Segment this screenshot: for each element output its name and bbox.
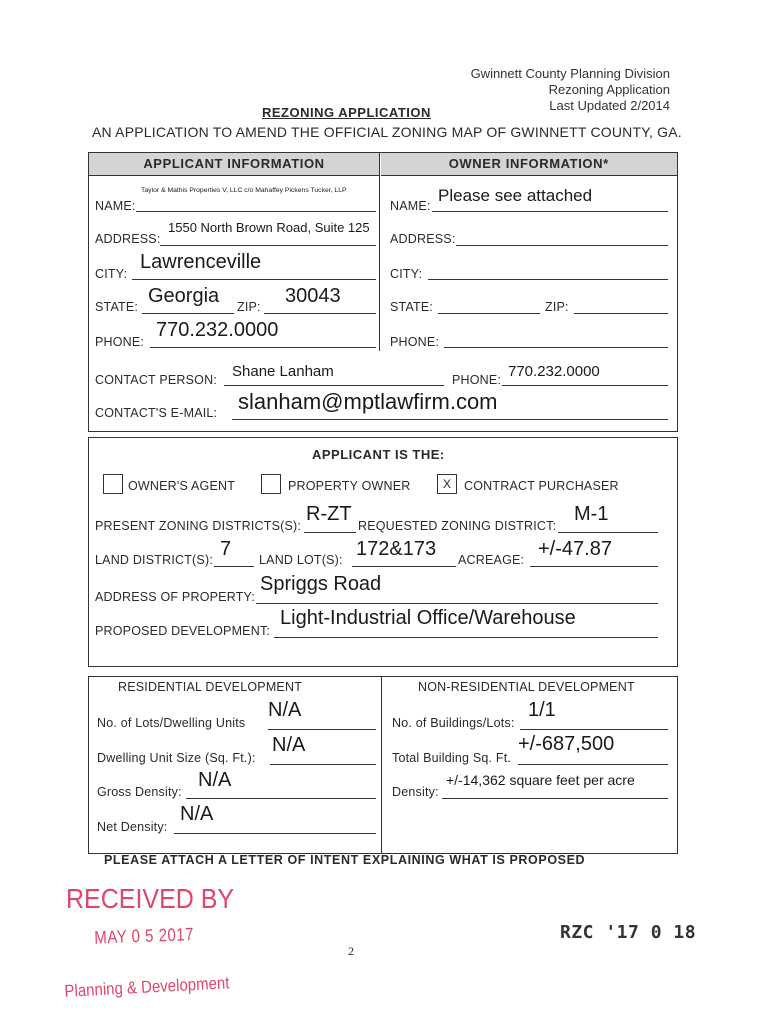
contact-person-field[interactable] [224,385,444,386]
applicant-phone-value: 770.232.0000 [156,319,279,341]
applicant-phone-label: PHONE: [95,335,145,349]
form-subtitle: AN APPLICATION TO AMEND THE OFFICIAL ZONING MAP OF GWINNETT COUNTY, GA. [92,124,682,140]
building-sqft-label: Total Building Sq. Ft. [392,751,512,765]
density-field[interactable] [442,798,668,799]
owner-phone-field[interactable] [444,347,668,348]
requested-zoning-label: REQUESTED ZONING DISTRICT: [358,519,557,533]
case-number: RZC '17 0 18 [560,922,697,943]
applicant-zip-label: ZIP: [237,300,261,314]
owner-phone-label: PHONE: [390,335,440,349]
form-title: REZONING APPLICATION [262,105,431,120]
applicant-address-field[interactable] [160,245,376,246]
unit-size-field[interactable] [270,764,376,765]
lots-units-value: N/A [268,699,302,721]
contact-person-label: CONTACT PERSON: [95,373,217,387]
lots-units-label: No. of Lots/Dwelling Units [97,716,246,730]
land-lot-label: LAND LOT(S): [259,553,343,567]
development-divider [381,677,382,853]
net-density-value: N/A [180,803,214,825]
lots-units-field[interactable] [268,729,376,730]
property-owner-label: PROPERTY OWNER [288,479,411,493]
owner-name-value: Please see attached [438,186,593,205]
gross-density-field[interactable] [186,798,376,799]
applicant-address-value: 1550 North Brown Road, Suite 125 [168,220,370,235]
density-label: Density: [392,785,439,799]
acreage-value: +/-47.87 [538,538,612,560]
owner-address-field[interactable] [456,245,668,246]
owners-agent-label: OWNER'S AGENT [128,479,236,493]
applicant-state-label: STATE: [95,300,139,314]
owner-name-label: NAME: [390,199,431,213]
net-density-label: Net Density: [97,820,168,834]
buildings-lots-field[interactable] [520,729,668,730]
density-value: +/-14,362 square feet per acre [446,772,635,788]
owners-agent-checkbox[interactable] [103,474,123,494]
owner-state-field[interactable] [438,313,540,314]
owner-address-label: ADDRESS: [390,232,456,246]
property-address-value: Spriggs Road [260,573,382,595]
land-lot-field[interactable] [352,566,456,567]
column-divider [379,153,380,351]
contact-phone-field[interactable] [502,385,668,386]
applicant-state-value: Georgia [148,285,220,307]
applicant-is-heading: APPLICANT IS THE: [312,447,445,462]
applicant-zip-value: 30043 [285,285,341,307]
header-updated: Last Updated 2/2014 [549,98,670,113]
applicant-city-value: Lawrenceville [140,251,262,273]
present-zoning-value: R-ZT [306,503,352,525]
unit-size-value: N/A [272,734,306,756]
applicant-heading: APPLICANT INFORMATION [89,153,379,176]
letter-of-intent-note: PLEASE ATTACH A LETTER OF INTENT EXPLAINING WHAT IS PROPOSED [104,853,586,867]
applicant-name-value: Taylor & Mathis Properties V, LLC c/o Mahaffey Pickens Tucker, LLP [141,187,347,194]
nonresidential-heading: NON-RESIDENTIAL DEVELOPMENT [418,680,635,694]
page-number: 2 [348,944,354,958]
buildings-lots-value: 1/1 [528,699,556,721]
property-address-field[interactable] [256,603,658,604]
development-section [88,676,678,854]
residential-heading: RESIDENTIAL DEVELOPMENT [118,680,303,694]
department-stamp: Planning & Development [64,973,230,1002]
owner-city-label: CITY: [390,267,423,281]
requested-zoning-field[interactable] [558,532,658,533]
gross-density-label: Gross Density: [97,785,182,799]
applicant-city-label: CITY: [95,267,128,281]
received-stamp: RECEIVED BY [66,884,235,915]
gross-density-value: N/A [198,769,232,791]
owner-zip-label: ZIP: [545,300,569,314]
received-date: MAY 0 5 2017 [94,924,195,949]
applicant-state-field[interactable] [142,313,234,314]
header-division: Gwinnett County Planning Division [470,66,670,81]
contact-email-label: CONTACT'S E-MAIL: [95,406,218,420]
present-zoning-label: PRESENT ZONING DISTRICTS(S): [95,519,302,533]
land-district-value: 7 [220,538,232,560]
contact-person-value: Shane Lanham [232,363,334,380]
owner-zip-field[interactable] [574,313,668,314]
acreage-label: ACREAGE: [458,553,525,567]
owner-city-field[interactable] [428,279,668,280]
proposed-development-field[interactable] [274,637,658,638]
net-density-field[interactable] [174,833,376,834]
acreage-field[interactable] [530,566,658,567]
applicant-phone-field[interactable] [150,347,376,348]
proposed-development-value: Light-Industrial Office/Warehouse [280,607,576,629]
contact-email-value: slanham@mptlawfirm.com [238,389,498,414]
contact-phone-value: 770.232.0000 [508,363,600,380]
contact-email-field[interactable] [232,419,668,420]
land-district-field[interactable] [214,566,254,567]
applicant-address-label: ADDRESS: [95,232,161,246]
building-sqft-field[interactable] [518,764,668,765]
header-form-name: Rezoning Application [548,82,670,97]
applicant-city-field[interactable] [132,279,376,280]
property-address-label: ADDRESS OF PROPERTY: [95,590,256,604]
applicant-name-label: NAME: [95,199,136,213]
land-lot-value: 172&173 [356,538,437,560]
property-owner-checkbox[interactable] [261,474,281,494]
contact-phone-label: PHONE: [452,373,502,387]
building-sqft-value: +/-687,500 [518,733,615,755]
owner-heading: OWNER INFORMATION* [381,153,678,176]
land-district-label: LAND DISTRICT(S): [95,553,213,567]
buildings-lots-label: No. of Buildings/Lots: [392,716,515,730]
unit-size-label: Dwelling Unit Size (Sq. Ft.): [97,751,256,765]
proposed-development-label: PROPOSED DEVELOPMENT: [95,624,271,638]
requested-zoning-value: M-1 [574,503,609,525]
applicant-zip-field[interactable] [264,313,376,314]
contract-purchaser-checkbox[interactable]: X [437,474,457,494]
owner-state-label: STATE: [390,300,434,314]
present-zoning-field[interactable] [304,532,356,533]
applicant-name-field[interactable] [136,211,376,212]
owner-name-field[interactable] [432,211,668,212]
division-header [471,66,670,114]
contract-purchaser-label: CONTRACT PURCHASER [464,479,619,493]
